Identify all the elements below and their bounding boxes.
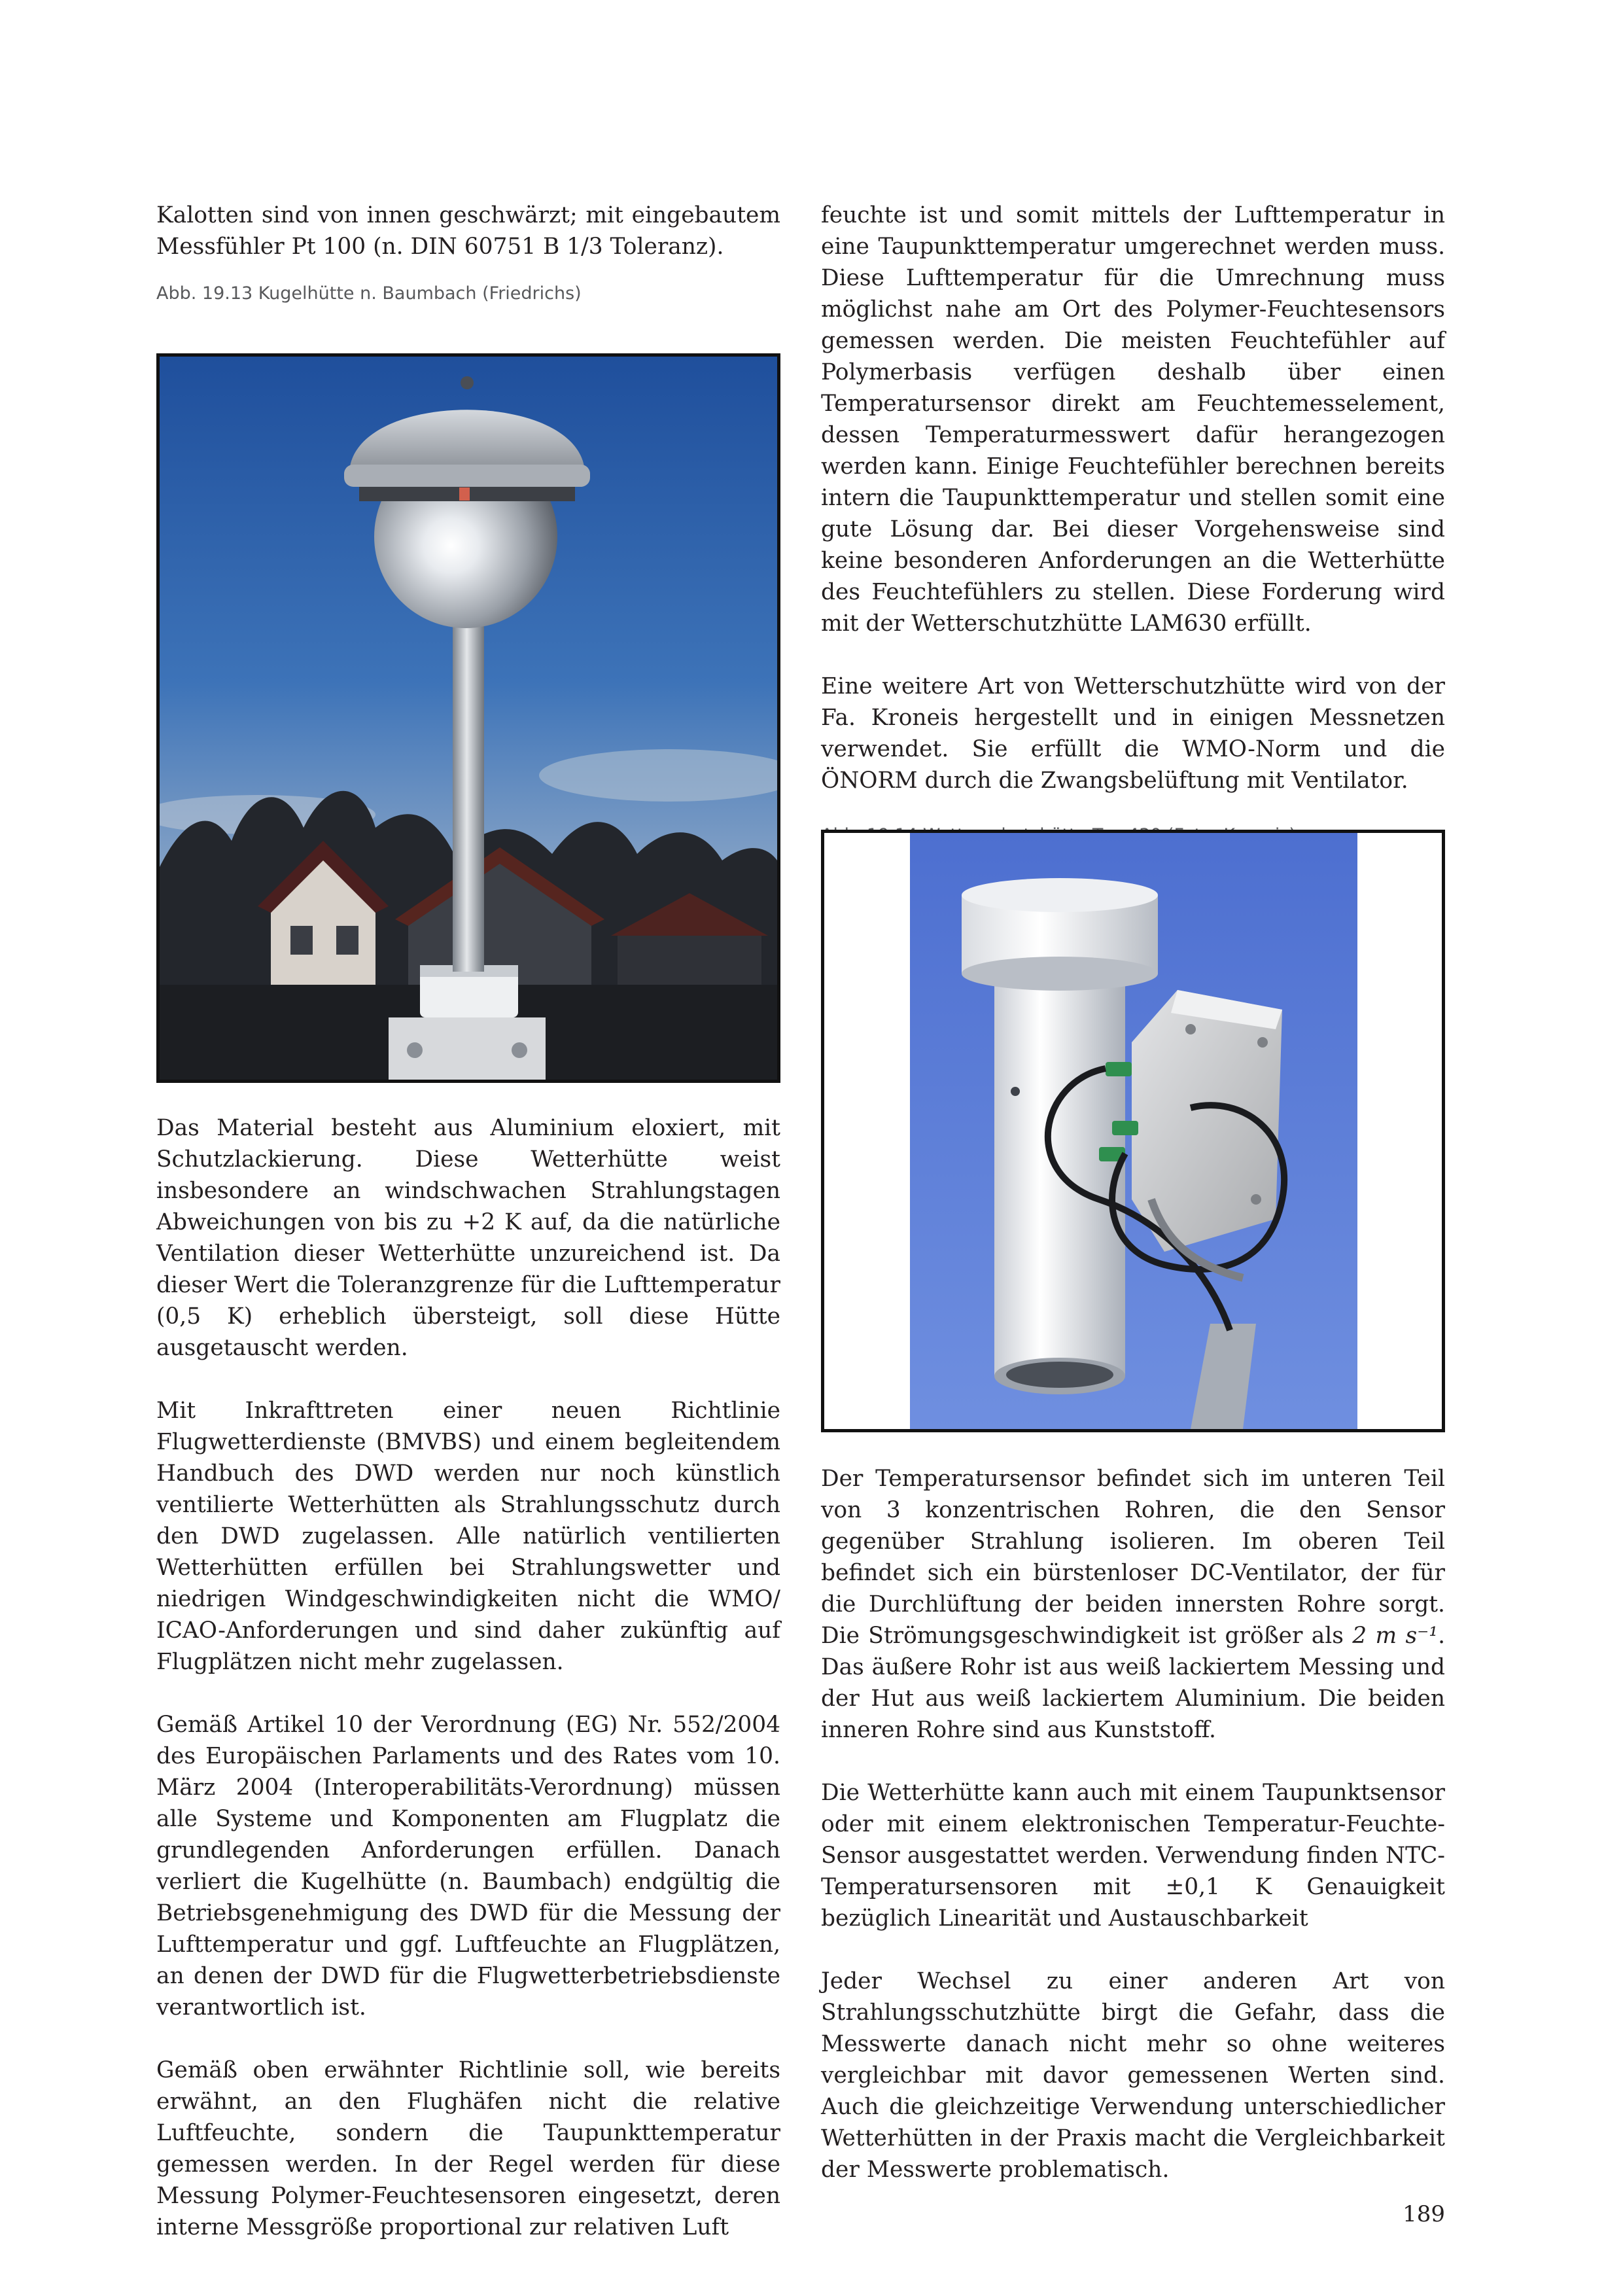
paragraph-feuchte: feuchte ist und somit mittels der Lufttemperatur in eine Taupunkttemperatur umgerechnet werden muss. Diese Lufttemperatur für die Umrechnung muss möglichst nahe am Ort des Polymer-Feuchtesensors gemessen werden. Die meisten Feuchtefühler auf Polymerbasis verfügen deshalb über einen Temperatursensor direkt am Feuchtemesselement, dessen Temperaturmesswert dafür herangezogen werden kann. Einige Feuchtefühler berechnen bereits intern die Taupunkttemperatur und stellen somit eine gute Lösung dar. Bei dieser Vorgehensweise sind keine besonderen Anforderungen an die Wetterhütte des Feuchtefühlers zu stellen. Diese Forderung wird mit der Wetterschutzhütte LAM630 erfüllt. [821,202,1445,637]
page-number: 189 [1403,2201,1445,2227]
temperatursensor-text-b: . Das äußere Rohr ist aus weiß lackiertem Messing und der Hut aus weiß lackiertem Aluminium. Die beiden inneren Rohre sind aus Kunststoff. [821,1623,1445,1743]
figure-wetterschutzhuette-photo [821,830,1445,1432]
flow-speed-unit: 2 m s⁻¹ [1352,1623,1439,1649]
paragraph-wechsel: Jeder Wechsel zu einer anderen Art von Strahlungsschutzhütte birgt die Gefahr, dass die Messwerte danach nicht mehr so ohne weiteres vergleichbar mit davor gemessenen Werten sind. Auch die gleichzeitige Verwendung unterschiedlicher Wetterhütten in der Praxis macht die Vergleichbarkeit der Messwerte problematisch. [821,1968,1445,2183]
right-column-body [821,1463,1445,2185]
paragraph-taupunktsensor: Die Wetterhütte kann auch mit einem Taupunktsensor oder mit einem elektronischen Temperatur-Feuchte-Sensor ausgestattet werden. Verwendung finden NTC-Temperatursensoren mit ±0,1 K Genauigkeit bezüglich Linearität und Austauschbarkeit [821,1780,1445,1932]
paragraph-kroneis: Eine weitere Art von Wetterschutzhütte wird von der Fa. Kroneis hergestellt und in einigen Messnetzen verwendet. Sie erfüllt die WMO-Norm und die ÖNORM durch die Zwangsbelüftung mit Ventilator. [821,673,1445,794]
temperatursensor-text-a: Der Temperatursensor befindet sich im unteren Teil von 3 konzentrischen Rohren, die den Sensor gegenüber Strahlung isolieren. Im oberen Teil befindet sich ein bürstenloser DC-Ventilator, der für die Durchlüftung der beiden innersten Rohre sorgt. Die Strömungsgeschwindigkeit ist größer als [821,1466,1445,1649]
figure-kugelhuette-photo [156,353,780,1083]
paragraph-richtlinie: Mit Inkrafttreten einer neuen Richtlinie Flugwetterdienste (BMVBS) und einem begleitendem Handbuch des DWD werden nur noch künstlich ventilierte Wetterhütten als Strahlungsschutz durch den DWD zugelassen. Alle natürlich ventilierten Wetterhütten erfüllen bei Strahlungswetter und niedrigen Windgeschwindigkeiten nicht die WMO/ ICAO-Anforderungen und sind daher zukünftig auf Flugplätzen nicht mehr zugelassen. [156,1398,780,1675]
right-column-top [821,200,1445,849]
paragraph-material: Das Material besteht aus Aluminium eloxiert, mit Schutzlackierung. Diese Wetterhütte weist insbesondere an windschwachen Strahlungstagen Abweichungen von bis zu +2 K auf, da die natürliche Ventilation dieser Wetterhütte unzureichend ist. Da dieser Wert die Toleranzgrenze für die Lufttemperatur (0,5 K) erheblich übersteigt, soll diese Hütte ausgetauscht werden. [156,1115,780,1361]
paragraph-taupunkt: Gemäß oben erwähnter Richtlinie soll, wie bereits erwähnt, an den Flughäfen nicht die relative Luftfeuchte, sondern die Taupunkttemperatur gemessen werden. In der Regel werden für diese Messung Polymer-Feuchtesensoren eingesetzt, deren interne Messgröße proportional zur relativen Luft [156,2057,780,2240]
figure-caption-19-13: Abb. 19.13 Kugelhütte n. Baumbach (Friedrichs) [156,283,582,304]
paragraph-artikel-10: Gemäß Artikel 10 der Verordnung (EG) Nr. 552/2004 des Europäischen Parlaments und des Rates vom 10. März 2004 (Interoperabilitäts-Verordnung) müssen alle Systeme und Komponenten am Flugplatz die grundlegenden Anforderungen erfüllen. Danach verliert die Kugelhütte (n. Baumbach) endgültig die Betriebsgenehmigung des DWD für die Messung der Lufttemperatur und ggf. Luftfeuchte an Flugplätzen, an denen der DWD für die Flugwetterbetriebsdienste verantwortlich ist. [156,1712,780,2021]
kugelhuette-illustration [160,357,777,1080]
left-column-top [156,200,780,307]
paragraph-temperatursensor [821,1463,1445,1746]
left-column-body [156,1112,780,2243]
intro-paragraph: Kalotten sind von innen geschwärzt; mit eingebautem Messfühler Pt 100 (n. DIN 60751 B 1/3 Toleranz). [156,202,780,260]
wetterschutzhuette-illustration [824,833,1442,1429]
